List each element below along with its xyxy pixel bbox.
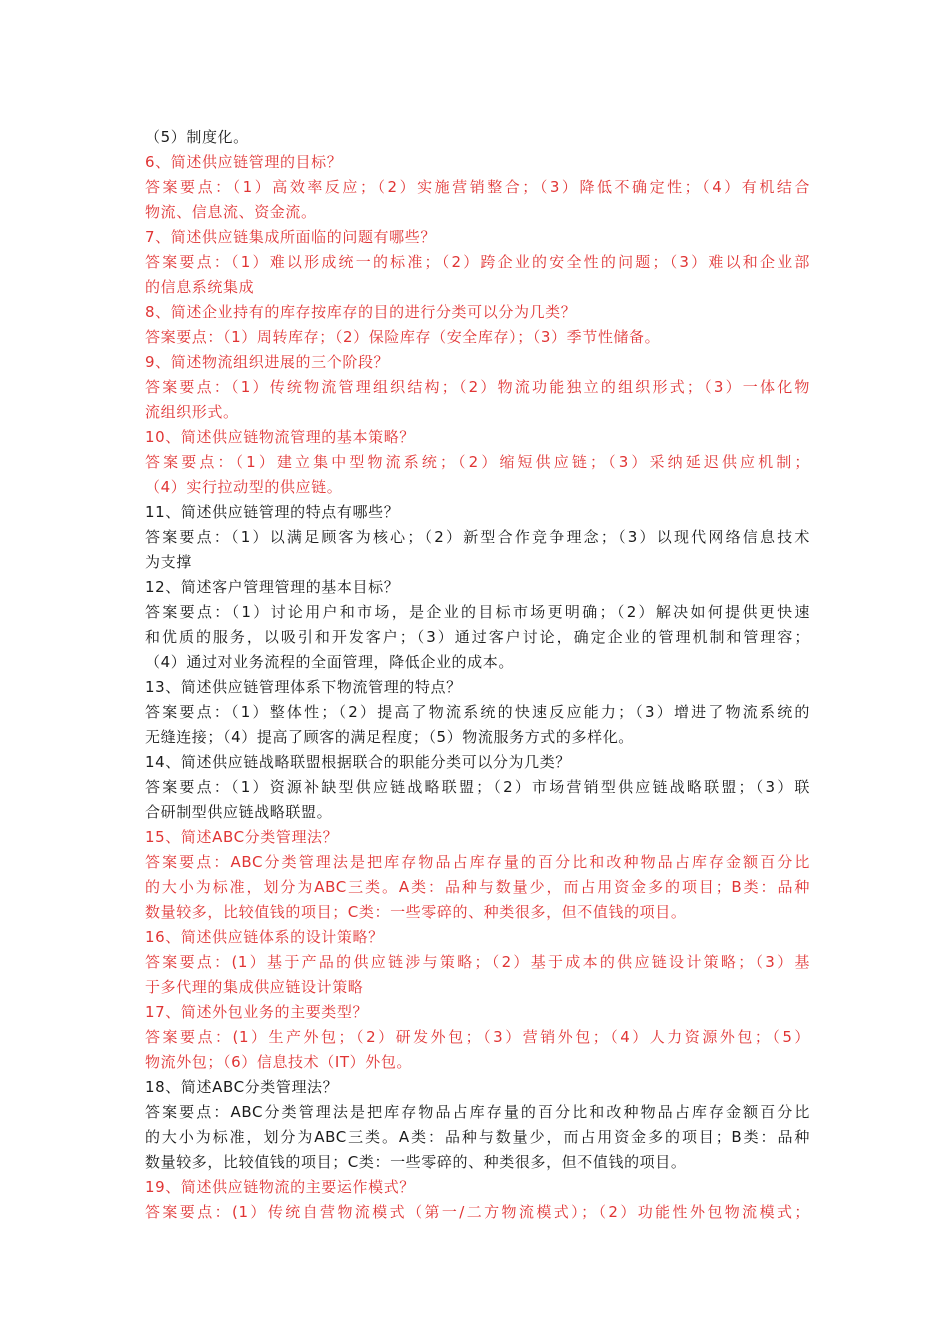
text-line: 合研制型供应链战略联盟。 bbox=[145, 803, 333, 821]
text-line: 12、简述客户管理管理的基本目标？ bbox=[145, 578, 400, 596]
text-line: 答案要点：(1）基于产品的供应链涉与策略；（2）基于成本的供应链设计策略；（3）基 bbox=[145, 953, 810, 971]
text-line: 的大小为标准，划分为ABC三类。A类：品种与数量少，而占用资金多的项目；B类：品种 bbox=[145, 1128, 810, 1146]
text-line: 14、简述供应链战略联盟根据联合的职能分类可以分为几类？ bbox=[145, 753, 571, 771]
text-line: 11、简述供应链管理的特点有哪些？ bbox=[145, 503, 400, 521]
text-line: 数量较多，比较值钱的项目；C类：一些零碎的、种类很多，但不值钱的项目。 bbox=[145, 1153, 687, 1171]
text-line: （4）通过对业务流程的全面管理，降低企业的成本。 bbox=[145, 653, 514, 671]
text-line: 10、简述供应链物流管理的基本策略？ bbox=[145, 428, 415, 446]
text-line: 15、简述ABC分类管理法？ bbox=[145, 828, 339, 846]
text-line: 答案要点：ABC分类管理法是把库存物品占库存量的百分比和改种物品占库存金额百分比 bbox=[145, 1103, 810, 1121]
text-line: （4）实行拉动型的供应链。 bbox=[145, 478, 343, 496]
document-body bbox=[145, 125, 810, 1225]
text-line: 于多代理的集成供应链设计策略 bbox=[145, 978, 364, 996]
text-line: 流组织形式。 bbox=[145, 403, 239, 421]
text-line: 物流外包；（6）信息技术（IT）外包。 bbox=[145, 1053, 413, 1071]
text-line: 答案要点：（1）整体性；（2）提高了物流系统的快速反应能力；（3）增进了物流系统的 bbox=[145, 703, 810, 721]
text-line: 数量较多，比较值钱的项目；C类：一些零碎的、种类很多，但不值钱的项目。 bbox=[145, 903, 687, 921]
text-line: 13、简述供应链管理体系下物流管理的特点？ bbox=[145, 678, 462, 696]
text-line: （5）制度化。 bbox=[145, 128, 249, 146]
text-line: 17、简述外包业务的主要类型？ bbox=[145, 1003, 369, 1021]
text-line: 的信息系统集成 bbox=[145, 278, 255, 296]
text-line: 为支撑 bbox=[145, 553, 192, 571]
text-line: 答案要点：ABC分类管理法是把库存物品占库存量的百分比和改种物品占库存金额百分比 bbox=[145, 853, 810, 871]
text-line: 答案要点：(1）传统自营物流模式（第一/二方物流模式）；（2）功能性外包物流模式； bbox=[145, 1203, 810, 1221]
text-line: 18、简述ABC分类管理法？ bbox=[145, 1078, 339, 1096]
text-line: 答案要点：（1）周转库存；（2）保险库存（安全库存）；（3）季节性储备。 bbox=[145, 328, 661, 346]
text-line: 答案要点：(1）生产外包；（2）研发外包；（3）营销外包；（4）人力资源外包；（5） bbox=[145, 1028, 810, 1046]
text-line: 答案要点：（1）资源补缺型供应链战略联盟；（2）市场营销型供应链战略联盟；（3）联 bbox=[145, 778, 810, 796]
text-line: 答案要点：（1）高效率反应；（2）实施营销整合；（3）降低不确定性；（4）有机结合 bbox=[145, 178, 810, 196]
text-line: 16、简述供应链体系的设计策略？ bbox=[145, 928, 384, 946]
text-line: 8、简述企业持有的库存按库存的目的进行分类可以分为几类？ bbox=[145, 303, 577, 321]
text-line: 答案要点：（1）难以形成统一的标准；（2）跨企业的安全性的问题；（3）难以和企业部 bbox=[145, 253, 810, 271]
text-line: 无缝连接；（4）提高了顾客的满足程度；（5）物流服务方式的多样化。 bbox=[145, 728, 634, 746]
text-line: 答案要点：（1）以满足顾客为核心；（2）新型合作竞争理念；（3）以现代网络信息技术 bbox=[145, 528, 810, 546]
text-line: 答案要点：（1）建立集中型物流系统；（2）缩短供应链；（3）采纳延迟供应机制； bbox=[145, 453, 810, 471]
text-line: 答案要点：（1）讨论用户和市场，是企业的目标市场更明确；（2）解决如何提供更快速 bbox=[145, 603, 810, 621]
text-line: 9、简述物流组织进展的三个阶段？ bbox=[145, 353, 390, 371]
text-line: 19、简述供应链物流的主要运作模式？ bbox=[145, 1178, 415, 1196]
text-line: 和优质的服务，以吸引和开发客户；（3）通过客户讨论，确定企业的管理机制和管理容； bbox=[145, 628, 810, 646]
text-line: 的大小为标准，划分为ABC三类。A类：品种与数量少，而占用资金多的项目；B类：品种 bbox=[145, 878, 810, 896]
text-line: 物流、信息流、资金流。 bbox=[145, 203, 317, 221]
text-line: 答案要点：（1）传统物流管理组织结构；（2）物流功能独立的组织形式；（3）一体化物 bbox=[145, 378, 810, 396]
text-line: 6、简述供应链管理的目标？ bbox=[145, 153, 343, 171]
text-line: 7、简述供应链集成所面临的问题有哪些？ bbox=[145, 228, 436, 246]
